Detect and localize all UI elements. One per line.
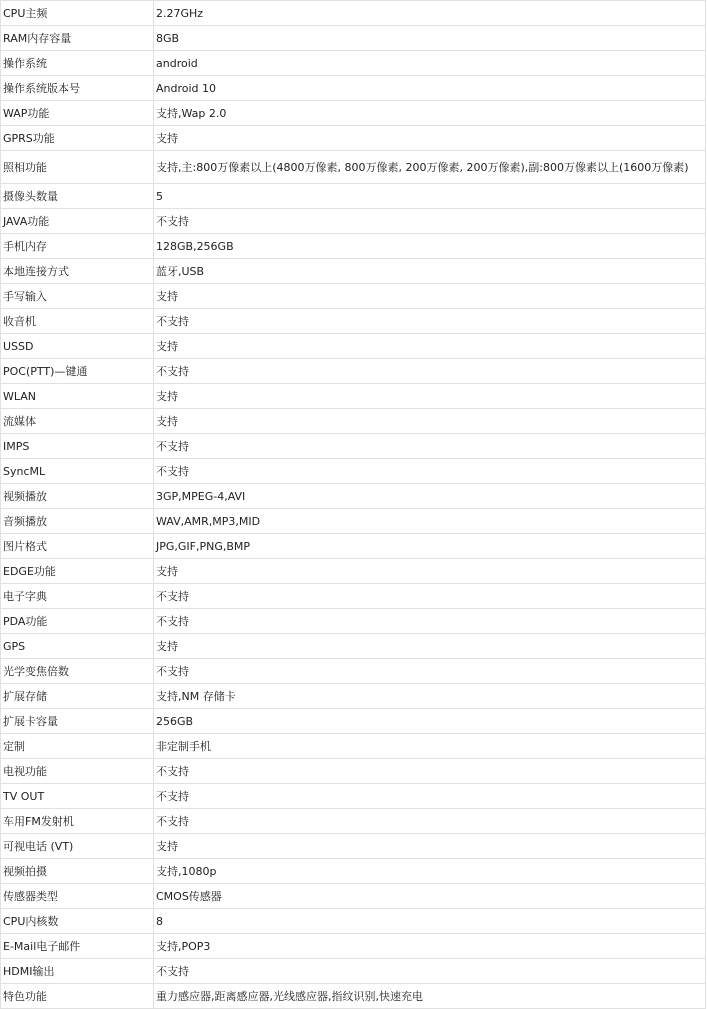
spec-row: [1, 309, 706, 334]
spec-row: [1, 101, 706, 126]
spec-value: 不支持: [154, 809, 706, 834]
spec-row: [1, 209, 706, 234]
spec-row: [1, 534, 706, 559]
spec-row: [1, 409, 706, 434]
spec-label: HDMI输出: [1, 959, 154, 984]
spec-label: PDA功能: [1, 609, 154, 634]
spec-label: 操作系统版本号: [1, 76, 154, 101]
spec-row: [1, 484, 706, 509]
spec-value: 重力感应器,距离感应器,光线感应器,指纹识别,快速充电: [154, 984, 706, 1009]
spec-row: [1, 634, 706, 659]
spec-label: WAP功能: [1, 101, 154, 126]
spec-row: [1, 51, 706, 76]
spec-value: JPG,GIF,PNG,BMP: [154, 534, 706, 559]
spec-value: 不支持: [154, 584, 706, 609]
spec-value: 支持: [154, 126, 706, 151]
spec-value: 不支持: [154, 759, 706, 784]
spec-label: 收音机: [1, 309, 154, 334]
spec-row: [1, 434, 706, 459]
spec-row: [1, 559, 706, 584]
spec-row: [1, 151, 706, 184]
spec-value: 支持,Wap 2.0: [154, 101, 706, 126]
spec-label: 电子字典: [1, 584, 154, 609]
spec-row: [1, 759, 706, 784]
spec-label: POC(PTT)—键通: [1, 359, 154, 384]
spec-row: [1, 384, 706, 409]
spec-label: 流媒体: [1, 409, 154, 434]
spec-value: 不支持: [154, 659, 706, 684]
spec-row: [1, 126, 706, 151]
spec-label: 传感器类型: [1, 884, 154, 909]
spec-label: CPU内核数: [1, 909, 154, 934]
spec-value: 128GB,256GB: [154, 234, 706, 259]
spec-row: [1, 509, 706, 534]
spec-value: 支持,POP3: [154, 934, 706, 959]
spec-label: TV OUT: [1, 784, 154, 809]
spec-label: 摄像头数量: [1, 184, 154, 209]
spec-value: CMOS传感器: [154, 884, 706, 909]
spec-row: [1, 984, 706, 1009]
spec-label: EDGE功能: [1, 559, 154, 584]
spec-label: 手机内存: [1, 234, 154, 259]
spec-label: 定制: [1, 734, 154, 759]
spec-row: [1, 259, 706, 284]
spec-row: [1, 184, 706, 209]
spec-value: 不支持: [154, 209, 706, 234]
spec-value: 支持: [154, 634, 706, 659]
spec-value: android: [154, 51, 706, 76]
spec-table-body: [1, 1, 706, 1009]
spec-label: 视频播放: [1, 484, 154, 509]
spec-label: JAVA功能: [1, 209, 154, 234]
spec-label: 操作系统: [1, 51, 154, 76]
spec-row: [1, 1, 706, 26]
spec-label: 车用FM发射机: [1, 809, 154, 834]
spec-row: [1, 884, 706, 909]
spec-label: GPS: [1, 634, 154, 659]
spec-row: [1, 359, 706, 384]
spec-value: 5: [154, 184, 706, 209]
spec-row: [1, 809, 706, 834]
spec-label: RAM内存容量: [1, 26, 154, 51]
spec-row: [1, 909, 706, 934]
spec-row: [1, 26, 706, 51]
spec-label: 光学变焦倍数: [1, 659, 154, 684]
spec-value: 支持: [154, 409, 706, 434]
spec-value: 2.27GHz: [154, 1, 706, 26]
spec-label: GPRS功能: [1, 126, 154, 151]
spec-value: 支持: [154, 284, 706, 309]
spec-label: 特色功能: [1, 984, 154, 1009]
spec-label: 扩展存储: [1, 684, 154, 709]
spec-value: 支持: [154, 384, 706, 409]
spec-value: 非定制手机: [154, 734, 706, 759]
spec-label: 电视功能: [1, 759, 154, 784]
spec-label: 手写输入: [1, 284, 154, 309]
spec-value: Android 10: [154, 76, 706, 101]
spec-label: 图片格式: [1, 534, 154, 559]
spec-row: [1, 709, 706, 734]
spec-value: 不支持: [154, 459, 706, 484]
spec-value: 支持,主:800万像素以上(4800万像素, 800万像素, 200万像素, 200万像素),副:800万像素以上(1600万像素): [154, 151, 706, 184]
spec-row: [1, 684, 706, 709]
spec-label: IMPS: [1, 434, 154, 459]
spec-value: 支持,1080p: [154, 859, 706, 884]
spec-value: 支持: [154, 334, 706, 359]
spec-value: 不支持: [154, 784, 706, 809]
spec-row: [1, 459, 706, 484]
spec-row: [1, 234, 706, 259]
spec-value: 8: [154, 909, 706, 934]
spec-row: [1, 959, 706, 984]
spec-value: 不支持: [154, 959, 706, 984]
spec-value: 3GP,MPEG-4,AVI: [154, 484, 706, 509]
spec-row: [1, 834, 706, 859]
spec-row: [1, 609, 706, 634]
spec-label: CPU主频: [1, 1, 154, 26]
spec-label: 本地连接方式: [1, 259, 154, 284]
spec-value: 不支持: [154, 359, 706, 384]
spec-value: 蓝牙,USB: [154, 259, 706, 284]
spec-row: [1, 734, 706, 759]
spec-label: SyncML: [1, 459, 154, 484]
spec-value: 支持,NM 存储卡: [154, 684, 706, 709]
spec-row: [1, 76, 706, 101]
spec-label: E-Mail电子邮件: [1, 934, 154, 959]
spec-row: [1, 334, 706, 359]
spec-row: [1, 284, 706, 309]
spec-row: [1, 934, 706, 959]
spec-label: WLAN: [1, 384, 154, 409]
spec-value: 不支持: [154, 609, 706, 634]
spec-value: WAV,AMR,MP3,MID: [154, 509, 706, 534]
spec-value: 不支持: [154, 309, 706, 334]
spec-value: 支持: [154, 559, 706, 584]
spec-label: USSD: [1, 334, 154, 359]
spec-value: 支持: [154, 834, 706, 859]
spec-label: 可视电话 (VT): [1, 834, 154, 859]
spec-row: [1, 859, 706, 884]
spec-value: 8GB: [154, 26, 706, 51]
spec-label: 扩展卡容量: [1, 709, 154, 734]
spec-label: 照相功能: [1, 151, 154, 184]
spec-label: 视频拍摄: [1, 859, 154, 884]
spec-row: [1, 584, 706, 609]
spec-value: 256GB: [154, 709, 706, 734]
spec-row: [1, 784, 706, 809]
spec-row: [1, 659, 706, 684]
spec-value: 不支持: [154, 434, 706, 459]
spec-label: 音频播放: [1, 509, 154, 534]
